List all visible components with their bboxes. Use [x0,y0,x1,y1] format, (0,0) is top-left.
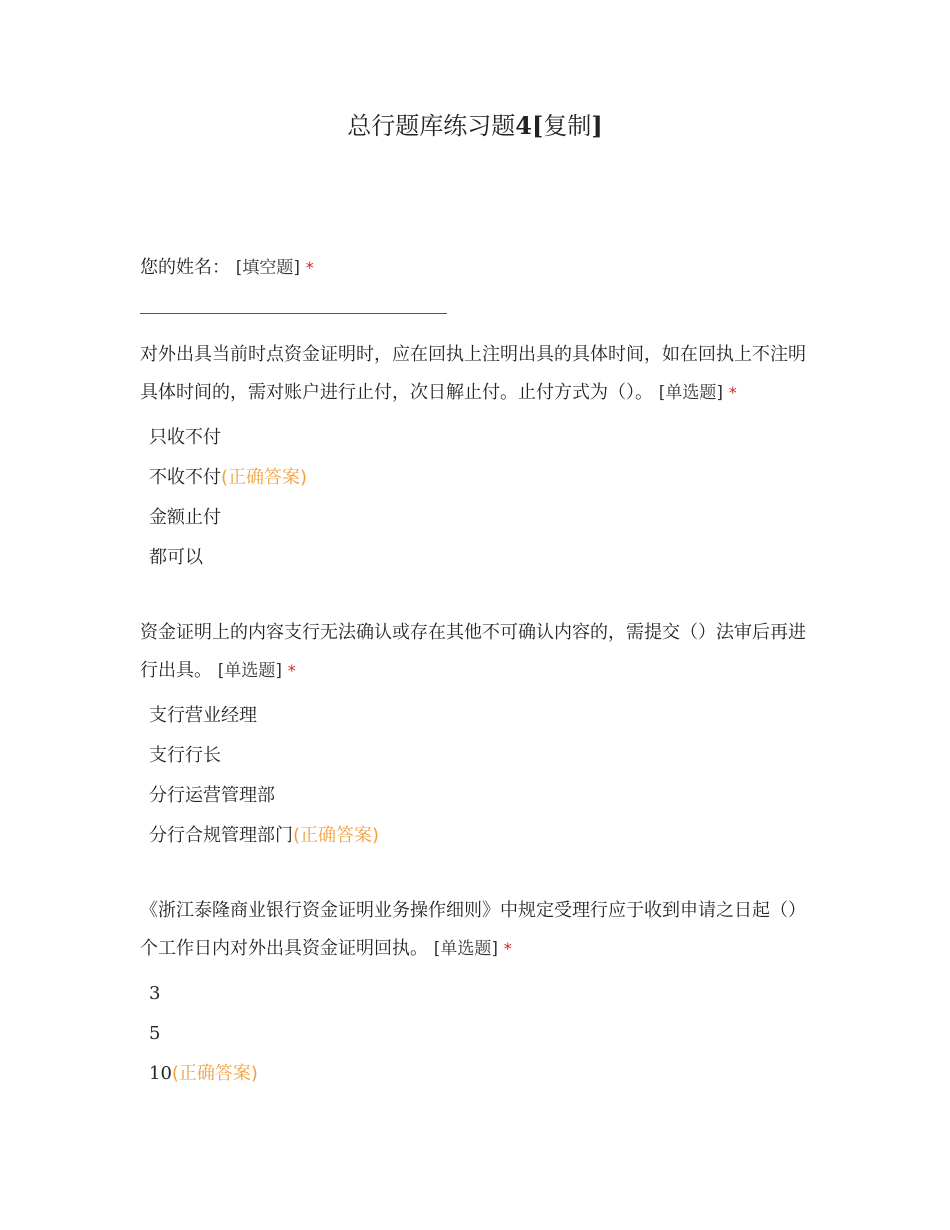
page-title [0,110,950,142]
question-3-text: 《浙江泰隆商业银行资金证明业务操作细则》中规定受理行应于收到申请之日起（）个工作日内对外出具资金证明回执。 [140,900,806,959]
option-label: 支行行长 [149,745,221,766]
option-correct[interactable] [149,1054,820,1094]
question-type: [单选题] [658,383,723,403]
name-fill-line[interactable] [140,295,447,314]
option-label: 5 [149,1023,161,1044]
required-mark: * [305,258,314,277]
question-2 [140,614,820,856]
question-1-title [140,336,820,412]
question-type: [单选题] [433,939,498,959]
question-1-options [140,418,820,578]
page-title-main: 总行题库练习题 [347,112,516,140]
option-correct[interactable] [149,816,820,856]
option-label: 分行合规管理部门 [149,825,293,846]
question-type: [填空题] [235,258,300,278]
correct-answer-tag: (正确答案) [293,825,380,846]
question-2-title [140,614,820,690]
option[interactable] [149,974,820,1014]
question-3 [140,892,820,1094]
option-label: 金额止付 [149,507,221,528]
question-2-text: 资金证明上的内容支行无法确认或存在其他不可确认内容的，需提交（）法审后再进行出具。 [140,622,806,681]
question-type: [单选题] [217,661,282,681]
page-title-suffix: 4[ [515,111,544,140]
option-correct[interactable] [149,458,820,498]
option[interactable] [149,1014,820,1054]
option[interactable] [149,538,820,578]
question-2-options [140,696,820,856]
option-label: 不收不付 [149,467,221,488]
option-label: 都可以 [149,547,203,568]
page-title-copy: 复制 [543,112,592,140]
option[interactable] [149,418,820,458]
name-question-label: 您的姓名： [140,257,230,278]
page-title-close: ] [591,111,603,140]
option[interactable] [149,776,820,816]
name-question-title [140,249,820,287]
option[interactable] [149,498,820,538]
question-1-text: 对外出具当前时点资金证明时，应在回执上注明出具的具体时间，如在回执上不注明具体时间的，需对账户进行止付，次日解止付。止付方式为（）。 [140,344,806,403]
option-label: 支行营业经理 [149,705,257,726]
survey-content [140,249,820,1094]
question-3-options [140,974,820,1094]
option-label: 3 [149,983,161,1004]
question-3-title [140,892,820,968]
required-mark: * [503,939,512,958]
option[interactable] [149,736,820,776]
correct-answer-tag: (正确答案) [171,1063,258,1084]
name-question [140,249,820,314]
option[interactable] [149,696,820,736]
required-mark: * [287,661,296,680]
question-1 [140,336,820,578]
option-label: 分行运营管理部 [149,785,275,806]
required-mark: * [728,383,737,402]
option-label: 只收不付 [149,427,221,448]
option-label: 10 [149,1063,172,1084]
correct-answer-tag: (正确答案) [221,467,308,488]
